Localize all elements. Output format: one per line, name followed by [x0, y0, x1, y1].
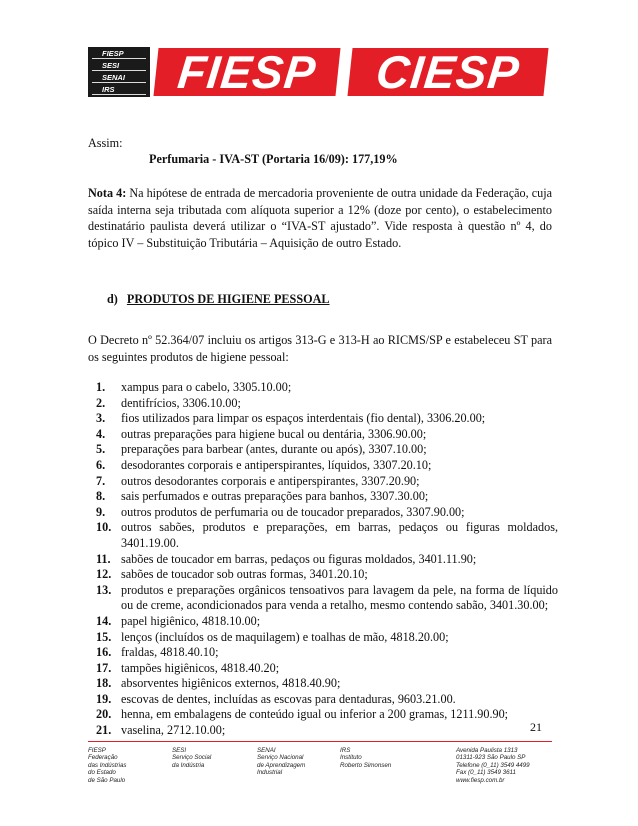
org-label-irs: IRS [102, 85, 115, 94]
list-item-number: 12. [96, 567, 112, 582]
list-item [96, 707, 558, 723]
list-item [96, 427, 558, 443]
list-item [96, 380, 558, 396]
intro-paragraph: O Decreto nº 52.364/07 incluiu os artigos 313-G e 313-H ao RICMS/SP e estabeleceu ST para os seguintes produtos de higiene pessoal: [88, 333, 552, 364]
list-item-number: 16. [96, 645, 112, 660]
ciesp-logo: CIESP [347, 48, 548, 96]
list-item [96, 505, 558, 521]
footer-line: IRS [340, 747, 351, 754]
footer-col-address [456, 747, 530, 784]
footer-line: Federação [88, 754, 118, 762]
footer-line: SENAI [257, 747, 276, 754]
list-item-text: produtos e preparações orgânicos tensoativos para lavagem da pele, na forma de líquido ou de creme, acondicionados para venda a retalho, mesmo contendo sabão, 3401.30.00; [121, 582, 558, 613]
nota-4-text: Na hipótese de entrada de mercadoria proveniente de outra unidade da Federação, cuja saída interna seja tributada com alíquota superior a 12% (doze por cento), o estabelecimento destinatário paulista deverá utilizar o “IVA-ST ajustado”. Vide resposta à questão nº 4, do tópico IV – Substituição Tributária – Aquisição de outro Estado. [88, 186, 553, 250]
list-item-text: henna, em embalagens de conteúdo igual ou inferior a 200 gramas, 1211.90.90; [121, 707, 509, 722]
org-label-fiesp: FIESP [102, 49, 124, 58]
list-item-text: xampus para o cabelo, 3305.10.00; [121, 380, 292, 394]
org-label-sesi: SESI [102, 61, 120, 70]
list-item-number: 5. [96, 442, 106, 457]
list-item [96, 442, 558, 458]
footer-line: de Aprendizagem [257, 761, 306, 769]
list-item [96, 520, 558, 551]
list-item-text: outras preparações para higiene bucal ou dentária, 3306.90.00; [121, 426, 427, 441]
list-item-number: 8. [96, 489, 106, 504]
footer-line: Serviço Social [172, 754, 212, 762]
list-item [96, 552, 558, 568]
list-item [96, 458, 558, 474]
list-item-text: outros produtos de perfumaria ou de toucador preparados, 3307.90.00; [121, 504, 465, 519]
list-item-text: fios utilizados para limpar os espaços interdentais (fio dental), 3306.20.00; [121, 411, 486, 426]
section-title: PRODUTOS DE HIGIENE PESSOAL [126, 292, 330, 306]
nota-4-label: Nota 4: [88, 186, 127, 200]
list-item [96, 583, 558, 614]
list-item-text: outros sabões, produtos e preparações, em barras, pedaços ou figuras moldados, 3401.19.00. [121, 520, 558, 550]
footer-line: do Estado [88, 769, 116, 777]
list-item-text: lenços (incluídos os de maquilagem) e toalhas de mão, 4818.20.00; [121, 629, 449, 644]
list-item-number: 15. [96, 629, 112, 644]
list-item [96, 396, 558, 412]
list-item-number: 11. [96, 551, 111, 566]
footer-line: Instituto [340, 754, 362, 762]
fiesp-logo: FIESP [153, 48, 340, 96]
list-item-text: dentifrícios, 3306.10.00; [121, 395, 241, 410]
list-item [96, 474, 558, 490]
section-heading [107, 291, 330, 308]
page-number: 21 [530, 720, 542, 734]
list-item [96, 661, 558, 677]
list-item-text: sabões de toucador sob outras formas, 3401.20.10; [121, 567, 368, 582]
list-item-number: 9. [96, 504, 106, 519]
footer-line: FIESP [88, 747, 106, 754]
list-item [96, 645, 558, 661]
footer-line: Industrial [257, 769, 283, 777]
footer-line: da Indústria [172, 761, 205, 769]
list-item-number: 19. [96, 691, 112, 706]
nota-4-paragraph [88, 185, 552, 251]
org-logo-box [88, 47, 150, 97]
list-item-text: outros desodorantes corporais e antiperspirantes, 3307.20.90; [121, 473, 420, 488]
list-item-text: sabões de toucador em barras, pedaços ou figuras moldados, 3401.11.90; [121, 551, 477, 566]
footer-divider [88, 741, 552, 742]
footer-line: 01311-923 São Paulo SP [456, 754, 526, 762]
list-item [96, 676, 558, 692]
footer-line: SESI [172, 747, 187, 754]
list-item [96, 630, 558, 646]
footer-line: de São Paulo [88, 776, 126, 784]
footer-col-fiesp [88, 747, 127, 784]
list-item [96, 567, 558, 583]
list-item-number: 13. [96, 582, 112, 597]
assim-label: Assim: [88, 136, 123, 150]
list-item-text: sais perfumados e outras preparações para banhos, 3307.30.00; [121, 489, 429, 504]
list-item [96, 614, 558, 630]
list-item-number: 17. [96, 660, 112, 675]
footer-col-sesi [172, 747, 211, 769]
list-item-number: 7. [96, 473, 106, 488]
footer-line: Telefone (0_11) 3549 4499 [456, 761, 530, 769]
list-item-text: desodorantes corporais e antiperspirantes, líquidos, 3307.20.10; [121, 457, 432, 472]
org-label-senai: SENAI [102, 73, 125, 82]
list-item-text: papel higiênico, 4818.10.00; [121, 613, 261, 628]
list-item-text: vaselina, 2712.10.00; [121, 723, 226, 738]
section-letter: d) [107, 292, 118, 306]
perfumaria-line: Perfumaria - IVA-ST (Portaria 16/09): 177,19% [149, 152, 398, 166]
list-item-number: 20. [96, 707, 112, 722]
footer-line: Avenida Paulista 1313 [456, 747, 518, 754]
list-item [96, 489, 558, 505]
products-list [96, 380, 558, 739]
list-item-number: 21. [96, 723, 112, 738]
list-item [96, 411, 558, 427]
page-header [88, 47, 548, 97]
list-item-text: fraldas, 4818.40.10; [121, 645, 219, 660]
list-item-text: absorventes higiênicos externos, 4818.40.90; [121, 676, 341, 691]
list-item-number: 10. [96, 520, 112, 535]
footer-line: Roberto Simonsen [340, 761, 392, 769]
list-item-number: 2. [96, 395, 106, 410]
footer-line: Serviço Nacional [257, 754, 304, 762]
list-item-number: 6. [96, 457, 106, 472]
list-item-number: 1. [96, 380, 106, 394]
footer-col-senai [257, 747, 305, 777]
list-item [96, 723, 558, 739]
list-item-number: 3. [96, 411, 106, 426]
list-item-text: escovas de dentes, incluídas as escovas para dentaduras, 9603.21.00. [121, 691, 456, 706]
list-item [96, 692, 558, 708]
list-item-number: 18. [96, 676, 112, 691]
list-item-text: preparações para barbear (antes, durante ou após), 3307.10.00; [121, 442, 427, 457]
footer-line: www.fiesp.com.br [456, 776, 505, 784]
list-item-text: tampões higiênicos, 4818.40.20; [121, 660, 280, 675]
footer-line: das Indústrias [88, 761, 127, 769]
list-item-number: 4. [96, 426, 106, 441]
footer-line: Fax (0_11) 3549 3611 [456, 769, 516, 777]
footer-col-irs [340, 747, 391, 769]
list-item-number: 14. [96, 613, 112, 628]
